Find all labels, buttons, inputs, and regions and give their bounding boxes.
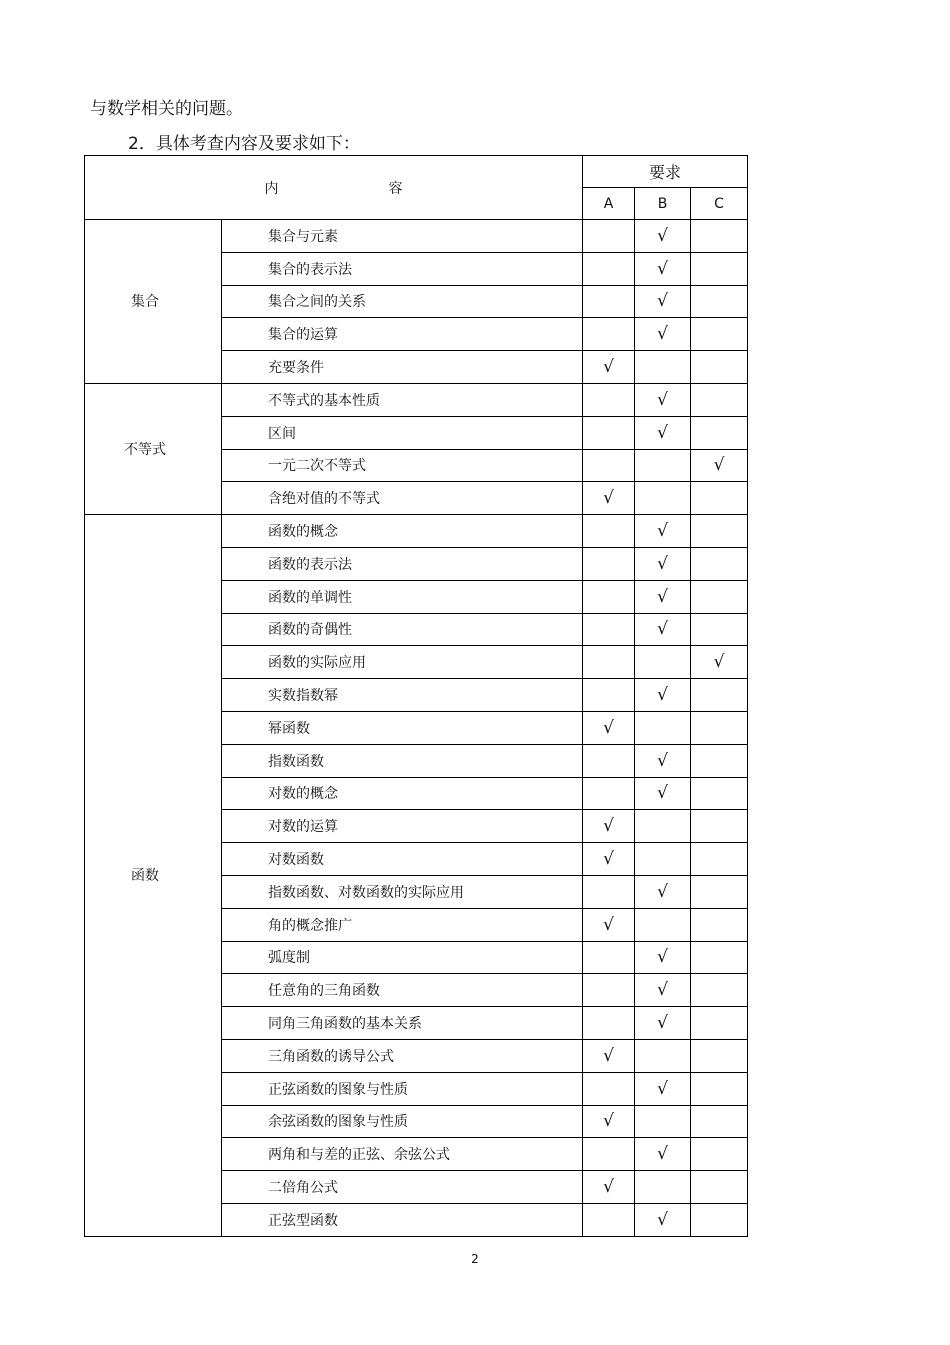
level-cell-a bbox=[583, 1138, 635, 1171]
level-cell-a bbox=[583, 547, 635, 580]
level-cell-a bbox=[583, 220, 635, 253]
category-cell: 函数 bbox=[85, 515, 222, 1237]
level-cell-c bbox=[691, 1039, 748, 1072]
level-cell-b bbox=[635, 1072, 691, 1105]
level-cell-a bbox=[583, 416, 635, 449]
page-number: 2 bbox=[471, 1252, 479, 1266]
level-cell-c bbox=[691, 252, 748, 285]
level-cell-c bbox=[691, 974, 748, 1007]
level-cell-b bbox=[635, 383, 691, 416]
level-cell-a bbox=[583, 351, 635, 384]
intro-text-line-1: 与数学相关的问题。 bbox=[90, 99, 243, 119]
item-name-cell: 函数的概念 bbox=[222, 515, 583, 548]
level-cell-a bbox=[583, 1105, 635, 1138]
level-cell-b bbox=[635, 1138, 691, 1171]
level-cell-c bbox=[691, 679, 748, 712]
item-name-cell: 指数函数 bbox=[222, 744, 583, 777]
level-cell-c bbox=[691, 1171, 748, 1204]
table-body bbox=[85, 220, 748, 1237]
item-name-cell: 实数指数幂 bbox=[222, 679, 583, 712]
level-cell-c bbox=[691, 1072, 748, 1105]
check-mark: √ bbox=[603, 357, 614, 378]
table-row bbox=[85, 515, 748, 548]
item-name-cell: 三角函数的诱导公式 bbox=[222, 1039, 583, 1072]
level-cell-a bbox=[583, 646, 635, 679]
check-mark: √ bbox=[657, 1013, 668, 1034]
level-cell-a bbox=[583, 285, 635, 318]
check-mark: √ bbox=[603, 488, 614, 509]
level-cell-b bbox=[635, 1105, 691, 1138]
item-name-cell: 幂函数 bbox=[222, 711, 583, 744]
item-name-cell: 区间 bbox=[222, 416, 583, 449]
level-cell-a bbox=[583, 843, 635, 876]
level-cell-c bbox=[691, 843, 748, 876]
level-cell-b bbox=[635, 1171, 691, 1204]
check-mark: √ bbox=[603, 914, 614, 935]
level-cell-c bbox=[691, 646, 748, 679]
level-cell-a bbox=[583, 875, 635, 908]
level-cell-c bbox=[691, 285, 748, 318]
level-cell-a bbox=[583, 318, 635, 351]
item-name-cell: 充要条件 bbox=[222, 351, 583, 384]
category-cell: 集合 bbox=[85, 220, 222, 384]
level-cell-a bbox=[583, 580, 635, 613]
level-cell-c bbox=[691, 875, 748, 908]
item-name-cell: 不等式的基本性质 bbox=[222, 383, 583, 416]
item-name-cell: 余弦函数的图象与性质 bbox=[222, 1105, 583, 1138]
level-cell-c bbox=[691, 547, 748, 580]
check-mark: √ bbox=[657, 783, 668, 804]
level-cell-c bbox=[691, 711, 748, 744]
level-cell-b bbox=[635, 908, 691, 941]
check-mark: √ bbox=[657, 553, 668, 574]
level-cell-c bbox=[691, 1203, 748, 1236]
check-mark: √ bbox=[657, 324, 668, 345]
item-name-cell: 正弦函数的图象与性质 bbox=[222, 1072, 583, 1105]
check-mark: √ bbox=[603, 1177, 614, 1197]
check-mark: √ bbox=[657, 422, 668, 443]
item-name-cell: 任意角的三角函数 bbox=[222, 974, 583, 1007]
level-cell-b bbox=[635, 777, 691, 810]
requirement-header: 要求 bbox=[583, 156, 748, 188]
level-cell-a bbox=[583, 810, 635, 843]
level-cell-c bbox=[691, 515, 748, 548]
level-cell-b bbox=[635, 351, 691, 384]
item-name-cell: 含绝对值的不等式 bbox=[222, 482, 583, 515]
level-cell-b bbox=[635, 810, 691, 843]
level-cell-b bbox=[635, 679, 691, 712]
level-cell-b bbox=[635, 220, 691, 253]
level-cell-b bbox=[635, 613, 691, 646]
item-name-cell: 对数的概念 bbox=[222, 777, 583, 810]
level-cell-b bbox=[635, 318, 691, 351]
check-mark: √ bbox=[657, 291, 668, 312]
item-name-cell: 函数的单调性 bbox=[222, 580, 583, 613]
level-cell-a bbox=[583, 908, 635, 941]
level-cell-b bbox=[635, 744, 691, 777]
check-mark: √ bbox=[603, 1045, 614, 1066]
content-header-left: 内 bbox=[264, 180, 279, 197]
check-mark: √ bbox=[603, 1111, 614, 1132]
item-name-cell: 集合与元素 bbox=[222, 220, 583, 253]
level-cell-a bbox=[583, 383, 635, 416]
level-cell-b bbox=[635, 1039, 691, 1072]
level-cell-a bbox=[583, 252, 635, 285]
item-name-cell: 正弦型函数 bbox=[222, 1203, 583, 1236]
check-mark: √ bbox=[603, 816, 614, 837]
category-cell: 不等式 bbox=[85, 383, 222, 514]
level-cell-a bbox=[583, 1072, 635, 1105]
level-cell-c bbox=[691, 1105, 748, 1138]
level-cell-b bbox=[635, 711, 691, 744]
level-cell-a bbox=[583, 1007, 635, 1040]
level-cell-a bbox=[583, 941, 635, 974]
level-cell-c bbox=[691, 1138, 748, 1171]
level-cell-b bbox=[635, 482, 691, 515]
level-header-a: A bbox=[583, 188, 635, 220]
item-name-cell: 一元二次不等式 bbox=[222, 449, 583, 482]
item-name-cell: 同角三角函数的基本关系 bbox=[222, 1007, 583, 1040]
level-cell-b bbox=[635, 1203, 691, 1236]
level-cell-c bbox=[691, 351, 748, 384]
item-name-cell: 对数的运算 bbox=[222, 810, 583, 843]
requirements-table bbox=[84, 155, 748, 1237]
check-mark: √ bbox=[713, 455, 725, 476]
level-cell-c bbox=[691, 318, 748, 351]
item-name-cell: 角的概念推广 bbox=[222, 908, 583, 941]
check-mark: √ bbox=[657, 586, 668, 607]
level-cell-a bbox=[583, 679, 635, 712]
content-header-right: 容 bbox=[388, 180, 403, 197]
check-mark: √ bbox=[603, 717, 614, 738]
level-cell-a bbox=[583, 711, 635, 744]
item-name-cell: 集合的运算 bbox=[222, 318, 583, 351]
level-header-b: B bbox=[635, 188, 691, 220]
check-mark: √ bbox=[657, 881, 668, 902]
level-cell-a bbox=[583, 1039, 635, 1072]
level-cell-b bbox=[635, 285, 691, 318]
level-cell-b bbox=[635, 547, 691, 580]
level-cell-a bbox=[583, 482, 635, 515]
level-cell-c bbox=[691, 1007, 748, 1040]
table-row bbox=[85, 220, 748, 253]
check-mark: √ bbox=[657, 980, 668, 1001]
level-cell-b bbox=[635, 941, 691, 974]
level-cell-c bbox=[691, 777, 748, 810]
check-mark: √ bbox=[657, 225, 668, 246]
level-cell-b bbox=[635, 449, 691, 482]
check-mark: √ bbox=[657, 750, 668, 771]
level-cell-c bbox=[691, 383, 748, 416]
item-name-cell: 二倍角公式 bbox=[222, 1171, 583, 1204]
table-row bbox=[85, 383, 748, 416]
check-mark: √ bbox=[657, 1078, 668, 1099]
check-mark: √ bbox=[657, 947, 668, 968]
level-cell-b bbox=[635, 580, 691, 613]
level-cell-c bbox=[691, 941, 748, 974]
level-cell-c bbox=[691, 908, 748, 941]
level-cell-a bbox=[583, 449, 635, 482]
level-cell-c bbox=[691, 449, 748, 482]
item-name-cell: 两角和与差的正弦、余弦公式 bbox=[222, 1138, 583, 1171]
check-mark: √ bbox=[657, 619, 668, 640]
intro-text-line-2: 2．具体考查内容及要求如下： bbox=[128, 134, 360, 154]
level-cell-b bbox=[635, 875, 691, 908]
level-cell-a bbox=[583, 515, 635, 548]
level-cell-a bbox=[583, 613, 635, 646]
level-header-c: C bbox=[691, 188, 748, 220]
level-cell-c bbox=[691, 613, 748, 646]
level-cell-b bbox=[635, 515, 691, 548]
level-cell-a bbox=[583, 1171, 635, 1204]
item-name-cell: 集合之间的关系 bbox=[222, 285, 583, 318]
item-name-cell: 函数的奇偶性 bbox=[222, 613, 583, 646]
check-mark: √ bbox=[713, 652, 725, 673]
level-cell-b bbox=[635, 974, 691, 1007]
check-mark: √ bbox=[657, 258, 668, 279]
level-cell-c bbox=[691, 482, 748, 515]
check-mark: √ bbox=[657, 389, 668, 410]
level-cell-c bbox=[691, 580, 748, 613]
level-cell-c bbox=[691, 810, 748, 843]
item-name-cell: 对数函数 bbox=[222, 843, 583, 876]
level-cell-b bbox=[635, 1007, 691, 1040]
level-cell-a bbox=[583, 1203, 635, 1236]
check-mark: √ bbox=[657, 521, 668, 542]
check-mark: √ bbox=[657, 685, 668, 706]
item-name-cell: 函数的表示法 bbox=[222, 547, 583, 580]
level-cell-b bbox=[635, 646, 691, 679]
level-cell-b bbox=[635, 843, 691, 876]
content-header bbox=[85, 156, 583, 220]
level-cell-c bbox=[691, 416, 748, 449]
level-cell-a bbox=[583, 777, 635, 810]
level-cell-b bbox=[635, 416, 691, 449]
check-mark: √ bbox=[603, 849, 614, 870]
level-cell-c bbox=[691, 744, 748, 777]
level-cell-c bbox=[691, 220, 748, 253]
item-name-cell: 指数函数、对数函数的实际应用 bbox=[222, 875, 583, 908]
item-name-cell: 弧度制 bbox=[222, 941, 583, 974]
check-mark: √ bbox=[657, 1209, 668, 1230]
level-cell-a bbox=[583, 974, 635, 1007]
level-cell-b bbox=[635, 252, 691, 285]
item-name-cell: 函数的实际应用 bbox=[222, 646, 583, 679]
check-mark: √ bbox=[657, 1144, 668, 1165]
level-cell-a bbox=[583, 744, 635, 777]
item-name-cell: 集合的表示法 bbox=[222, 252, 583, 285]
